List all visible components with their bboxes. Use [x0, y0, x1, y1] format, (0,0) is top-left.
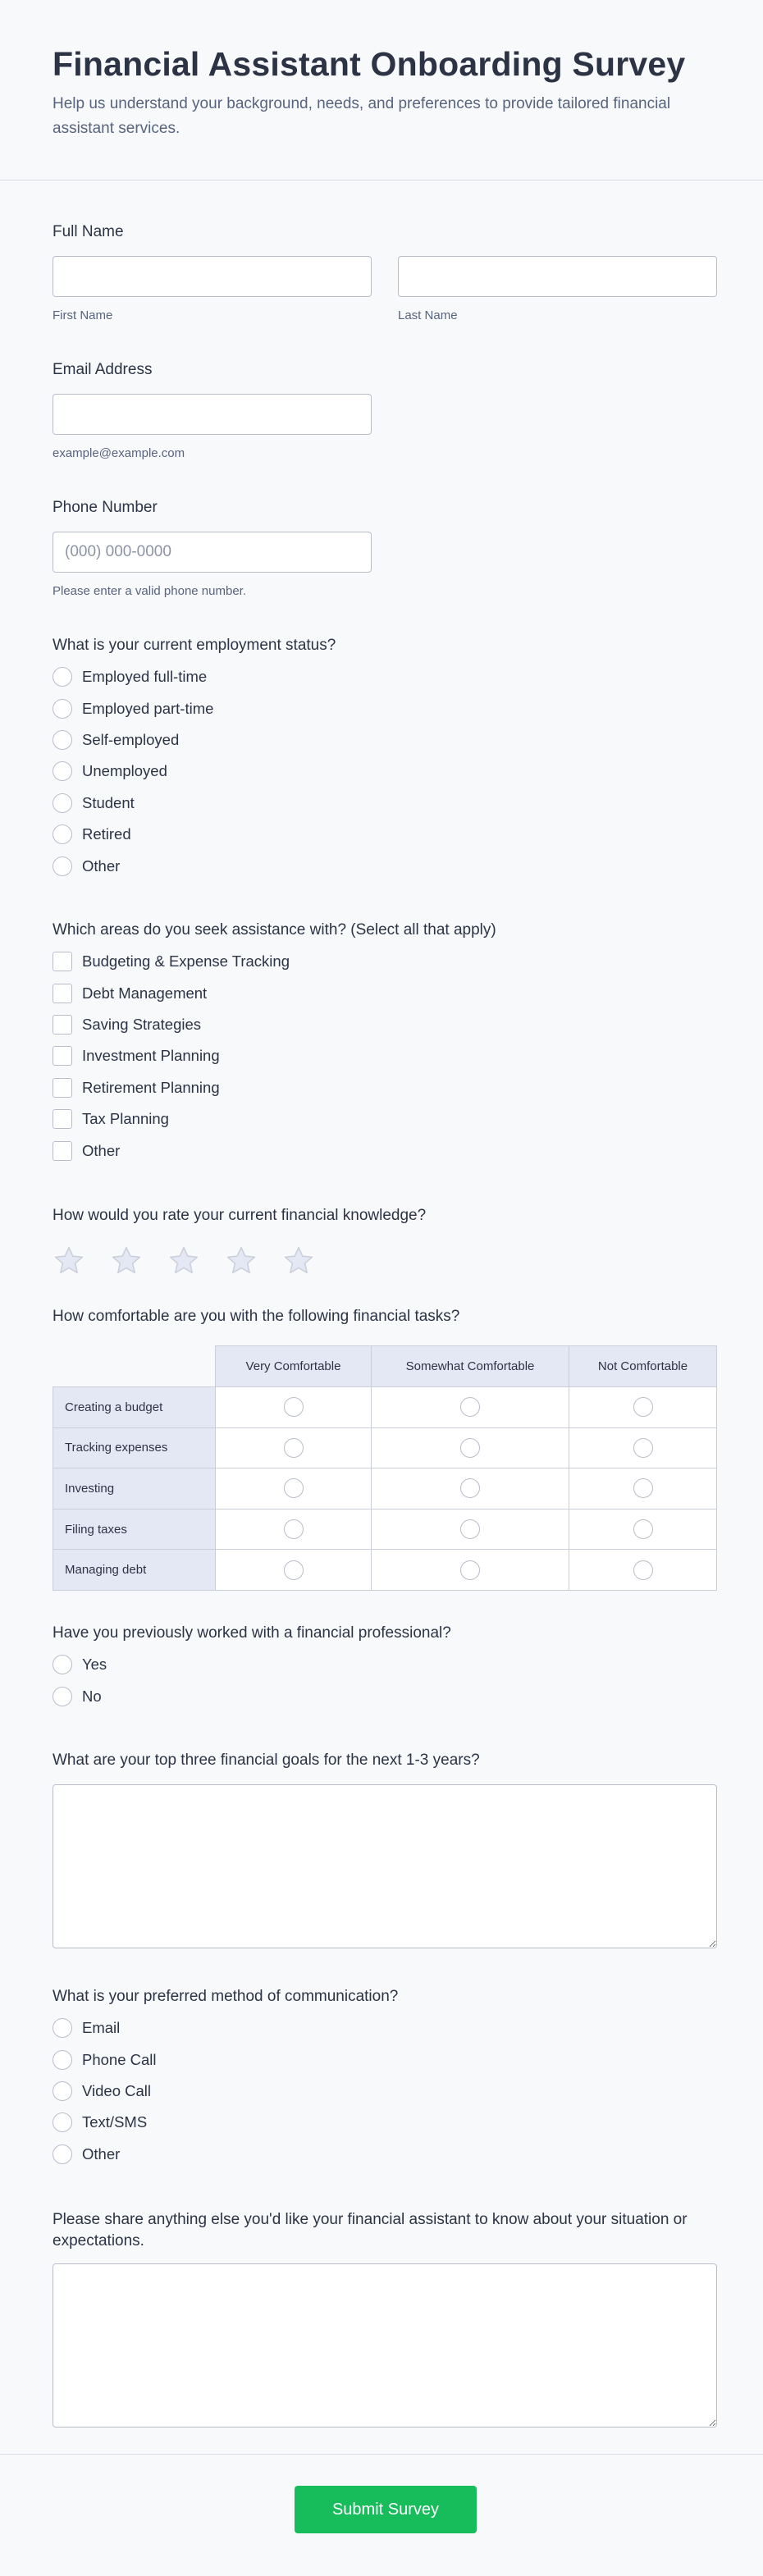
- employment-option[interactable]: Unemployed: [53, 756, 717, 787]
- matrix-radio[interactable]: [284, 1397, 304, 1417]
- email-input[interactable]: [53, 394, 372, 435]
- last-name-sublabel: Last Name: [398, 308, 458, 322]
- matrix-radio[interactable]: [284, 1478, 304, 1498]
- previous-professional-option[interactable]: Yes: [53, 1649, 717, 1680]
- full-name-field: [53, 222, 717, 322]
- employment-options: [53, 661, 717, 882]
- checkbox[interactable]: [53, 1078, 72, 1098]
- matrix-radio[interactable]: [460, 1478, 480, 1498]
- matrix-corner: [53, 1346, 216, 1387]
- matrix-row-label: Tracking expenses: [53, 1427, 216, 1468]
- page-description: Help us understand your background, needs, and preferences to provide tailored financial assistant services.: [53, 95, 671, 137]
- goals-textarea[interactable]: [53, 1784, 717, 1948]
- assistance-label: Which areas do you seek assistance with? (Select all that apply): [53, 921, 496, 939]
- submit-button[interactable]: Submit Survey: [295, 2486, 477, 2533]
- employment-label: What is your current employment status?: [53, 637, 336, 654]
- matrix-radio[interactable]: [633, 1478, 653, 1498]
- matrix-radio[interactable]: [284, 1560, 304, 1580]
- radio-button[interactable]: [53, 1687, 72, 1706]
- communication-field: [53, 1986, 717, 2170]
- assistance-option[interactable]: Saving Strategies: [53, 1009, 717, 1040]
- previous-professional-field: [53, 1623, 717, 1712]
- comfort-label: How comfortable are you with the following financial tasks?: [53, 1308, 460, 1325]
- matrix-column-header: Not Comfortable: [569, 1346, 717, 1387]
- page-title: Financial Assistant Onboarding Survey: [53, 45, 686, 83]
- checkbox[interactable]: [53, 1015, 72, 1035]
- matrix-row: [53, 1509, 717, 1550]
- comfort-matrix: [53, 1345, 717, 1591]
- radio-button[interactable]: [53, 2050, 72, 2070]
- goals-label: What are your top three financial goals for the next 1-3 years?: [53, 1752, 480, 1769]
- star-icon[interactable]: [53, 1245, 85, 1277]
- assistance-option[interactable]: Investment Planning: [53, 1040, 717, 1071]
- radio-button[interactable]: [53, 793, 72, 813]
- previous-professional-label: Have you previously worked with a financial professional?: [53, 1624, 451, 1642]
- matrix-row: [53, 1387, 717, 1428]
- employment-option[interactable]: Self-employed: [53, 724, 717, 756]
- checkbox[interactable]: [53, 1109, 72, 1129]
- matrix-radio[interactable]: [633, 1397, 653, 1417]
- first-name-input[interactable]: [53, 256, 372, 297]
- assistance-field: [53, 920, 717, 1167]
- matrix-radio[interactable]: [460, 1519, 480, 1539]
- radio-button[interactable]: [53, 1655, 72, 1674]
- matrix-radio[interactable]: [460, 1397, 480, 1417]
- radio-button[interactable]: [53, 2081, 72, 2101]
- goals-field: [53, 1750, 717, 1948]
- form-footer: [0, 2454, 763, 2576]
- communication-option[interactable]: Video Call: [53, 2076, 717, 2107]
- radio-button[interactable]: [53, 2112, 72, 2132]
- matrix-row-label: Filing taxes: [53, 1509, 216, 1550]
- matrix-column-header: Somewhat Comfortable: [372, 1346, 569, 1387]
- star-icon[interactable]: [110, 1245, 143, 1277]
- communication-option[interactable]: Text/SMS: [53, 2107, 717, 2138]
- phone-input[interactable]: [53, 532, 372, 573]
- checkbox[interactable]: [53, 984, 72, 1003]
- radio-button[interactable]: [53, 2144, 72, 2164]
- checkbox[interactable]: [53, 1046, 72, 1066]
- communication-option[interactable]: Phone Call: [53, 2044, 717, 2075]
- matrix-radio[interactable]: [460, 1438, 480, 1458]
- matrix-radio[interactable]: [633, 1560, 653, 1580]
- employment-option[interactable]: Employed full-time: [53, 661, 717, 692]
- star-icon[interactable]: [282, 1245, 315, 1277]
- matrix-radio[interactable]: [460, 1560, 480, 1580]
- matrix-column-header: Very Comfortable: [216, 1346, 372, 1387]
- assistance-option[interactable]: Budgeting & Expense Tracking: [53, 946, 717, 977]
- assistance-option[interactable]: Retirement Planning: [53, 1072, 717, 1103]
- matrix-row-label: Investing: [53, 1468, 216, 1510]
- matrix-radio[interactable]: [633, 1438, 653, 1458]
- assistance-option[interactable]: Debt Management: [53, 977, 717, 1008]
- employment-option[interactable]: Other: [53, 850, 717, 881]
- first-name-sublabel: First Name: [53, 308, 113, 322]
- communication-option[interactable]: Other: [53, 2139, 717, 2170]
- knowledge-field: [53, 1205, 717, 1277]
- assistance-options: [53, 946, 717, 1167]
- matrix-row-label: Creating a budget: [53, 1387, 216, 1428]
- email-sublabel: example@example.com: [53, 446, 185, 460]
- checkbox[interactable]: [53, 952, 72, 971]
- full-name-label: Full Name: [53, 223, 124, 240]
- additional-textarea[interactable]: [53, 2263, 717, 2428]
- star-rating: [53, 1245, 717, 1277]
- matrix-row-label: Managing debt: [53, 1550, 216, 1591]
- matrix-radio[interactable]: [284, 1438, 304, 1458]
- phone-label: Phone Number: [53, 499, 158, 516]
- email-label: Email Address: [53, 361, 153, 378]
- assistance-option[interactable]: Other: [53, 1135, 717, 1166]
- employment-option[interactable]: Student: [53, 788, 717, 819]
- assistance-option[interactable]: Tax Planning: [53, 1103, 717, 1135]
- matrix-row: [53, 1550, 717, 1591]
- comfort-field: [53, 1306, 717, 1591]
- additional-label: Please share anything else you'd like your financial assistant to know about your situation or expectations.: [53, 2211, 688, 2249]
- radio-button[interactable]: [53, 730, 72, 750]
- matrix-row: [53, 1468, 717, 1510]
- communication-option[interactable]: Email: [53, 2012, 717, 2044]
- radio-button[interactable]: [53, 824, 72, 844]
- radio-button[interactable]: [53, 699, 72, 719]
- additional-field: [53, 2209, 717, 2428]
- checkbox[interactable]: [53, 1141, 72, 1161]
- previous-professional-option[interactable]: No: [53, 1680, 717, 1711]
- email-field: [53, 359, 717, 460]
- star-icon[interactable]: [225, 1245, 258, 1277]
- form-header: [0, 0, 763, 180]
- employment-option[interactable]: Retired: [53, 819, 717, 850]
- phone-field: [53, 497, 717, 598]
- radio-button[interactable]: [53, 856, 72, 876]
- knowledge-label: How would you rate your current financial knowledge?: [53, 1207, 427, 1224]
- radio-button[interactable]: [53, 667, 72, 687]
- phone-sublabel: Please enter a valid phone number.: [53, 584, 246, 598]
- matrix-radio[interactable]: [284, 1519, 304, 1539]
- employment-field: [53, 635, 717, 882]
- matrix-row: [53, 1427, 717, 1468]
- matrix-radio[interactable]: [633, 1519, 653, 1539]
- communication-label: What is your preferred method of communication?: [53, 1988, 399, 2005]
- employment-option[interactable]: Employed part-time: [53, 692, 717, 724]
- radio-button[interactable]: [53, 2018, 72, 2038]
- star-icon[interactable]: [167, 1245, 200, 1277]
- last-name-input[interactable]: [398, 256, 717, 297]
- radio-button[interactable]: [53, 761, 72, 781]
